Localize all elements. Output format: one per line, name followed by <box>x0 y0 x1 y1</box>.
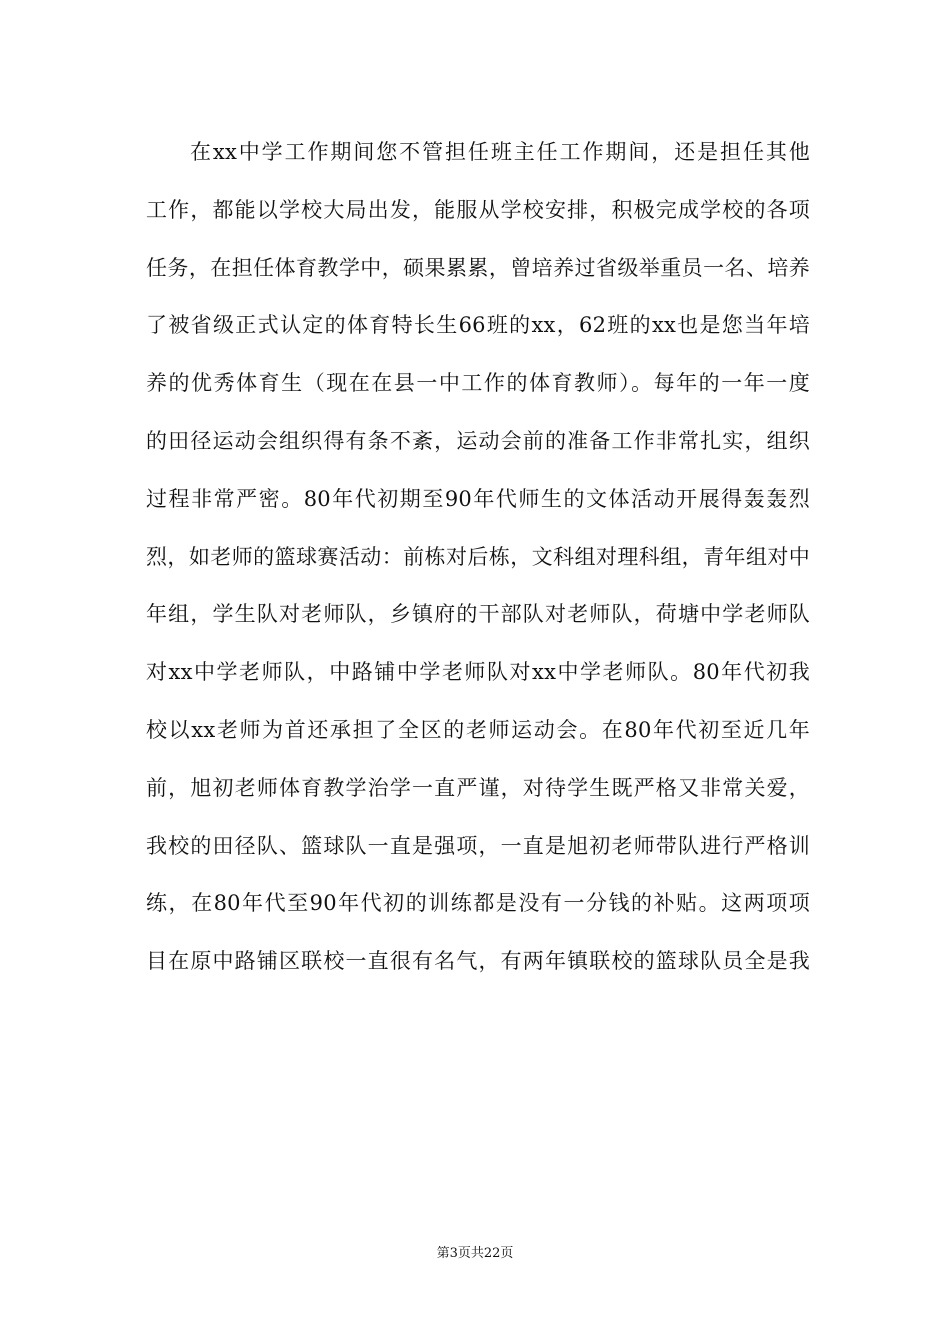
text-line: 任务，在担任体育教学中，硕果累累，曾培养过省级举重员一名、培养 <box>146 255 810 280</box>
text-line: 在xx中学工作期间您不管担任班主任工作期间，还是担任其他 <box>190 140 810 164</box>
text-line: 工作，都能以学校大局出发，能服从学校安排，积极完成学校的各项 <box>146 197 810 222</box>
text-line: 练，在80年代至90年代初的训练都是没有一分钱的补贴。这两项项 <box>146 891 810 916</box>
text-line: 我校的田径队、篮球队一直是强项，一直是旭初老师带队进行严格训 <box>146 833 810 858</box>
text-line: 了被省级正式认定的体育特长生66班的xx，62班的xx也是您当年培 <box>146 313 810 338</box>
text-line: 目在原中路铺区联校一直很有名气，有两年镇联校的篮球队员全是我 <box>146 949 810 974</box>
body-paragraph <box>146 126 810 993</box>
text-line: 年组，学生队对老师队，乡镇府的干部队对老师队，荷塘中学老师队 <box>146 602 810 627</box>
text-line: 校以xx老师为首还承担了全区的老师运动会。在80年代初至近几年 <box>146 717 810 742</box>
text-line: 的田径运动会组织得有条不紊，运动会前的准备工作非常扎实，组织 <box>146 428 810 453</box>
page-number-footer: 第3页共22页 <box>436 1246 514 1261</box>
text-line: 过程非常严密。80年代初期至90年代师生的文体活动开展得轰轰烈 <box>146 486 810 511</box>
text-line: 前，旭初老师体育教学治学一直严谨，对待学生既严格又非常关爱， <box>146 775 810 800</box>
text-line: 养的优秀体育生（现在在县一中工作的体育教师）。每年的一年一度 <box>146 371 810 396</box>
text-line: 对xx中学老师队，中路铺中学老师队对xx中学老师队。80年代初我 <box>146 660 810 685</box>
text-line: 烈，如老师的篮球赛活动：前栋对后栋，文科组对理科组，青年组对中 <box>146 544 810 569</box>
